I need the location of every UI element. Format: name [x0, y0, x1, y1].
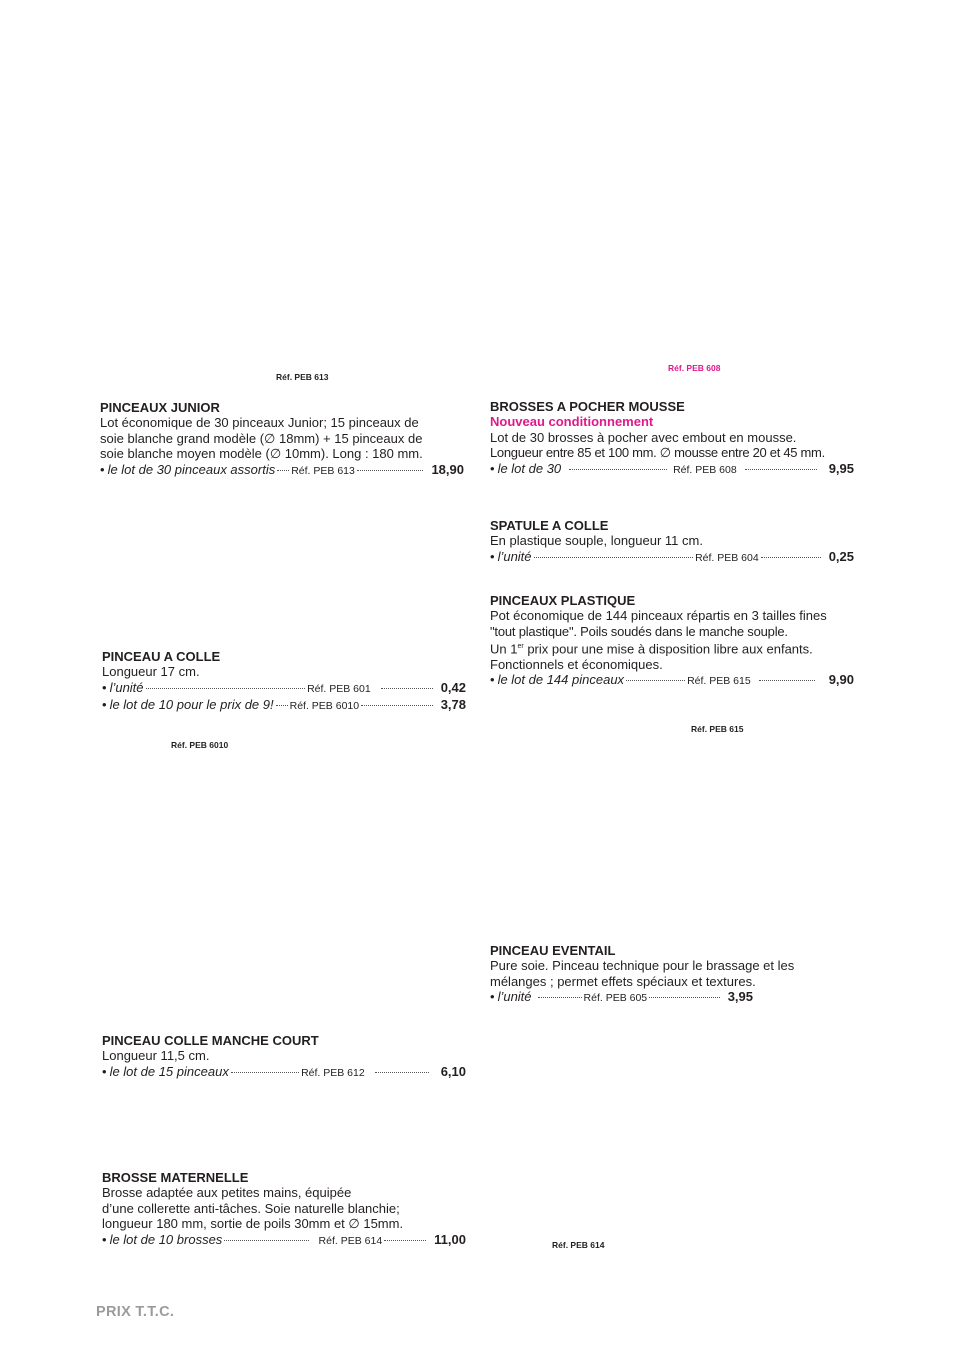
dot-leader — [759, 680, 815, 681]
dot-leader — [231, 1072, 299, 1073]
bullet: • — [100, 461, 105, 477]
dot-leader — [357, 470, 424, 471]
price-row-label: le lot de 30 pinceaux assortis — [107, 461, 276, 477]
product-description: d’une collerette anti-tâches. Soie naturelle blanchie; — [102, 1200, 400, 1216]
product-description: En plastique souple, longueur 11 cm. — [490, 533, 703, 549]
price-row-label: le lot de 10 pour le prix de 9! — [109, 697, 274, 713]
product-pinceaux-plastique — [490, 593, 854, 690]
price-row-ref: Réf. PEB 612 — [301, 1066, 365, 1079]
price-value: 0,25 — [828, 548, 854, 564]
product-pinceau-a-colle — [102, 649, 466, 715]
bullet: • — [102, 1063, 107, 1079]
product-title: BROSSES A POCHER MOUSSE — [490, 399, 685, 414]
image-ref-613: Réf. PEB 613 — [276, 372, 329, 382]
price-value: 6,10 — [440, 1063, 466, 1079]
product-brosse-maternelle — [102, 1170, 466, 1249]
dot-leader — [146, 688, 306, 689]
product-title: PINCEAU COLLE MANCHE COURT — [102, 1033, 319, 1048]
price-row — [102, 680, 466, 697]
product-title: PINCEAU EVENTAIL — [490, 943, 616, 958]
product-pinceaux-junior — [100, 400, 464, 479]
price-row — [102, 1064, 466, 1081]
dot-leader — [384, 1240, 426, 1241]
bullet: • — [490, 989, 495, 1005]
bullet: • — [490, 460, 495, 476]
product-subtitle: Nouveau conditionnement — [490, 414, 654, 430]
product-title: SPATULE A COLLE — [490, 518, 609, 533]
price-row-label: le lot de 15 pinceaux — [109, 1063, 229, 1079]
dot-leader — [538, 997, 582, 998]
dot-leader — [649, 997, 720, 998]
product-description: Fonctionnels et économiques. — [490, 656, 663, 672]
bullet: • — [102, 1231, 107, 1247]
product-brosses-a-pocher — [490, 399, 854, 478]
product-description: Pot économique de 144 pinceaux répartis en 3 tailles fines — [490, 608, 827, 624]
price-value: 0,42 — [440, 679, 466, 695]
dot-leader — [569, 469, 667, 470]
product-description: Lot économique de 30 pinceaux Junior; 15 pinceaux de — [100, 415, 419, 431]
price-row-label: le lot de 144 pinceaux — [497, 672, 625, 688]
product-title: PINCEAUX JUNIOR — [100, 400, 220, 415]
price-value: 18,90 — [431, 461, 464, 477]
product-spatule-a-colle — [490, 518, 854, 566]
price-row-label: le lot de 30 — [497, 460, 562, 476]
price-row — [490, 989, 753, 1006]
dot-leader — [745, 469, 817, 470]
price-row-ref: Réf. PEB 605 — [583, 992, 648, 1005]
dot-leader — [277, 470, 289, 471]
bullet: • — [490, 548, 495, 564]
dot-leader — [361, 705, 433, 706]
bullet: • — [490, 672, 495, 688]
product-description: Pure soie. Pinceau technique pour le brassage et les — [490, 958, 795, 974]
price-row-ref: Réf. PEB 6010 — [289, 700, 360, 713]
price-row — [102, 1232, 466, 1249]
price-value: 3,95 — [727, 989, 753, 1005]
dot-leader — [761, 557, 821, 558]
product-description: mélanges ; permet effets spéciaux et textures. — [490, 973, 756, 989]
product-title: PINCEAU A COLLE — [102, 649, 221, 664]
price-row-ref: Réf. PEB 608 — [673, 463, 737, 476]
price-value: 11,00 — [434, 1231, 466, 1247]
price-row-ref: Réf. PEB 615 — [687, 675, 751, 688]
image-ref-608: Réf. PEB 608 — [668, 363, 721, 373]
product-title: PINCEAUX PLASTIQUE — [490, 593, 636, 608]
price-row-label: l’unité — [497, 989, 532, 1005]
product-pinceau-eventail — [490, 943, 854, 1007]
product-description: "tout plastique". Poils soudés dans le manche souple. — [490, 623, 788, 639]
price-value: 3,78 — [440, 697, 466, 713]
price-row — [490, 549, 854, 566]
product-description: Un 1er prix pour une mise à disposition libre aux enfants. — [490, 641, 813, 657]
price-row-ref: Réf. PEB 601 — [307, 682, 371, 695]
dot-leader — [626, 680, 685, 681]
price-row-label: l’unité — [109, 679, 144, 695]
image-ref-615: Réf. PEB 615 — [691, 724, 744, 734]
product-pinceau-colle-manche-court — [102, 1033, 466, 1081]
product-description: Longueur entre 85 et 100 mm. ∅ mousse entre 20 et 45 mm. — [490, 445, 825, 461]
price-row — [490, 672, 854, 689]
dot-leader — [375, 1072, 429, 1073]
price-row — [100, 462, 464, 479]
product-description: Brosse adaptée aux petites mains, équipée — [102, 1185, 352, 1201]
product-description: soie blanche moyen modèle (∅ 10mm). Long : 180 mm. — [100, 446, 423, 462]
price-row-ref: Réf. PEB 614 — [318, 1234, 383, 1247]
product-title: BROSSE MATERNELLE — [102, 1170, 249, 1185]
price-row-ref: Réf. PEB 604 — [695, 551, 759, 564]
price-row-ref: Réf. PEB 613 — [291, 464, 355, 477]
price-row-label: l’unité — [497, 548, 532, 564]
product-description: Longueur 17 cm. — [102, 664, 200, 680]
dot-leader — [534, 557, 694, 558]
footer-prix-ttc: PRIX T.T.C. — [96, 1304, 175, 1320]
dot-leader — [276, 705, 288, 706]
price-row — [102, 697, 466, 714]
price-row — [490, 461, 854, 478]
dot-leader — [224, 1240, 308, 1241]
bullet: • — [102, 697, 107, 713]
product-description: Lot de 30 brosses à pocher avec embout en mousse. — [490, 429, 797, 445]
product-description: soie blanche grand modèle (∅ 18mm) + 15 pinceaux de — [100, 430, 423, 446]
product-description: Longueur 11,5 cm. — [102, 1048, 210, 1064]
image-ref-6010: Réf. PEB 6010 — [171, 740, 229, 750]
image-ref-614: Réf. PEB 614 — [552, 1240, 605, 1250]
price-value: 9,90 — [828, 672, 854, 688]
product-description: longueur 180 mm, sortie de poils 30mm et ∅ 15mm. — [102, 1216, 404, 1232]
dot-leader — [381, 688, 433, 689]
price-row-label: le lot de 10 brosses — [109, 1231, 223, 1247]
bullet: • — [102, 679, 107, 695]
price-value: 9,95 — [828, 460, 854, 476]
